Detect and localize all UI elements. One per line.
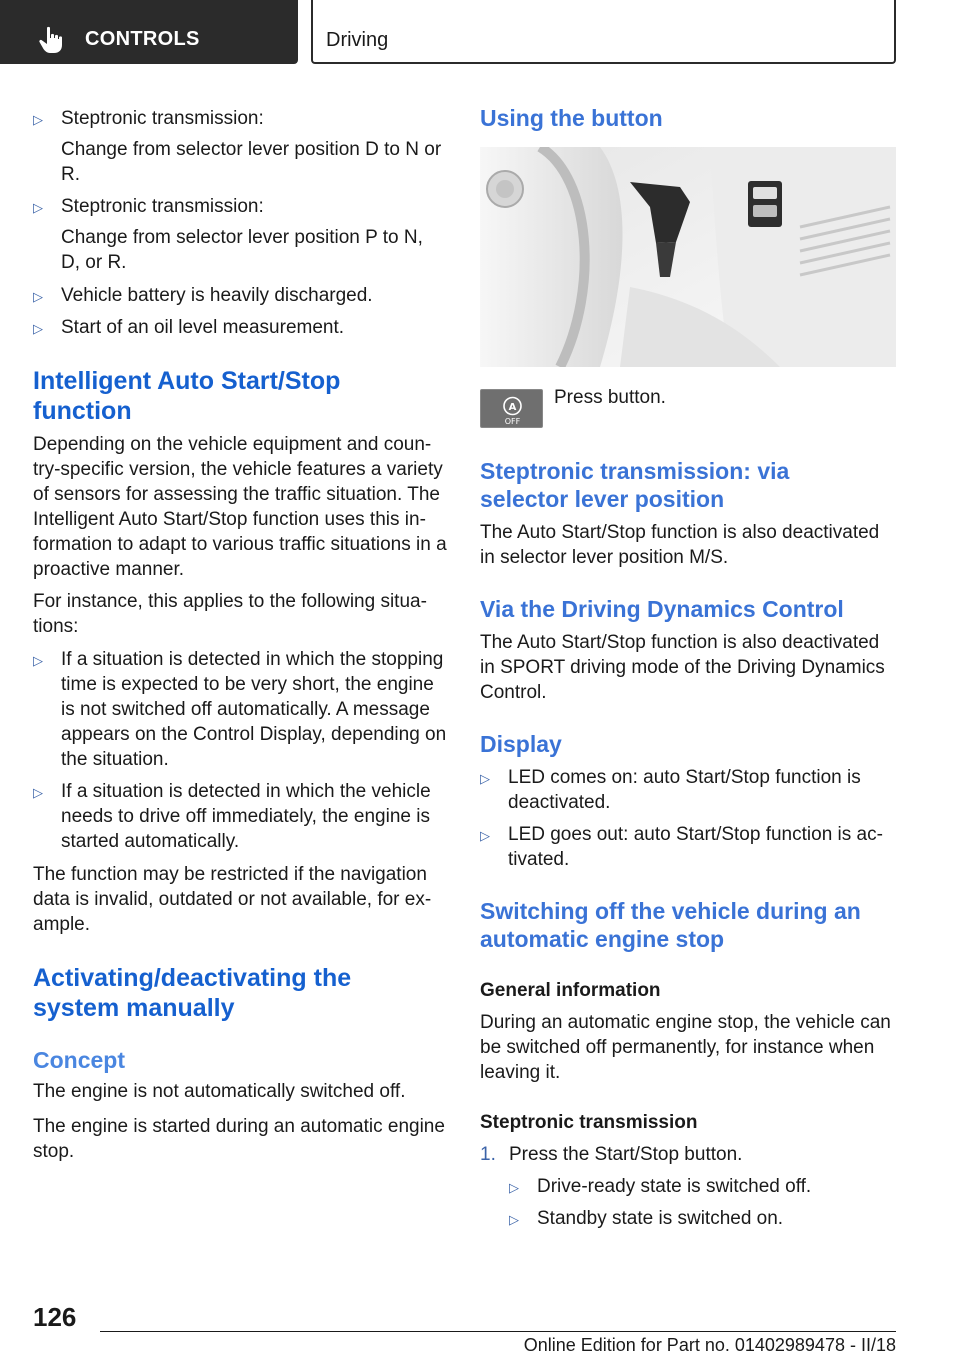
triangle-bullet-icon: ▷ <box>33 200 43 215</box>
paragraph: For instance, this applies to the following situa-tions: <box>33 591 427 637</box>
triangle-bullet-icon: ▷ <box>33 289 43 304</box>
minor-heading: Steptronic transmission <box>480 1112 698 1133</box>
numbered-step <box>480 1142 896 1167</box>
paragraph: During an automatic engine stop, the vehicle can be switched off permanently, for instance when leaving it. <box>480 1012 891 1083</box>
subsection-heading: Switching off the vehicle during an automatic engine stop <box>480 898 861 952</box>
section-heading: Activating/deactivating the system manually <box>33 964 352 1022</box>
triangle-bullet-icon: ▷ <box>480 828 490 843</box>
chapter-tab <box>311 0 896 64</box>
section-heading: Intelligent Auto Start/Stop function <box>33 367 341 425</box>
minor-heading: General information <box>480 980 661 1001</box>
subsection-heading: Display <box>480 731 562 757</box>
triangle-bullet-icon: ▷ <box>480 771 490 786</box>
triangle-bullet-icon: ▷ <box>33 785 43 800</box>
paragraph: Press button. <box>554 387 666 408</box>
chapter-title: Driving <box>326 29 389 51</box>
paragraph: The Auto Start/Stop function is also deactivated in SPORT driving mode of the Driving Dynamics Control. <box>480 632 885 703</box>
section-tab <box>0 0 298 64</box>
footer-edition: Online Edition for Part no. 01402989478 - II/18 <box>523 1335 896 1355</box>
paragraph: The engine is not automatically switched off. <box>33 1081 406 1102</box>
subsection-heading: Steptronic transmission: via selector lever position <box>480 458 790 512</box>
svg-text:A: A <box>508 402 517 413</box>
triangle-bullet-icon: ▷ <box>33 653 43 668</box>
page-number: 126 <box>33 1302 77 1332</box>
subsection-heading: Via the Driving Dynamics Control <box>480 596 844 622</box>
svg-text:OFF: OFF <box>504 417 521 426</box>
step-text: Press the Start/Stop button. <box>509 1144 743 1165</box>
triangle-bullet-icon: ▷ <box>33 112 43 127</box>
triangle-bullet-icon: ▷ <box>509 1180 519 1195</box>
footer-divider <box>100 1331 896 1332</box>
paragraph: The engine is started during an automatic engine stop. <box>33 1116 445 1162</box>
triangle-bullet-icon: ▷ <box>33 321 43 336</box>
section-title: CONTROLS <box>85 28 200 50</box>
subsection-heading: Concept <box>33 1047 125 1073</box>
hand-pointer-icon <box>38 26 64 54</box>
subsection-heading: Using the button <box>480 105 663 131</box>
paragraph: The Auto Start/Stop function is also deactivated in selector lever position M/S. <box>480 522 880 568</box>
paragraph: Depending on the vehicle equipment and coun-try-specific version, the vehicle features a variety of sensors for assessing the traffic situation. The Intelligent Auto Start/Stop function uses this in-formation to adapt to various traffic situations in a proactive manner. <box>33 434 447 580</box>
auto-start-stop-off-button-icon <box>480 389 543 428</box>
paragraph: The function may be restricted if the navigation data is invalid, outdated or not available, for ex-ample. <box>33 864 432 935</box>
triangle-bullet-icon: ▷ <box>509 1212 519 1227</box>
step-number: 1. <box>480 1144 496 1165</box>
dashboard-button-photo <box>480 147 896 367</box>
dashboard-illustration <box>480 147 896 367</box>
